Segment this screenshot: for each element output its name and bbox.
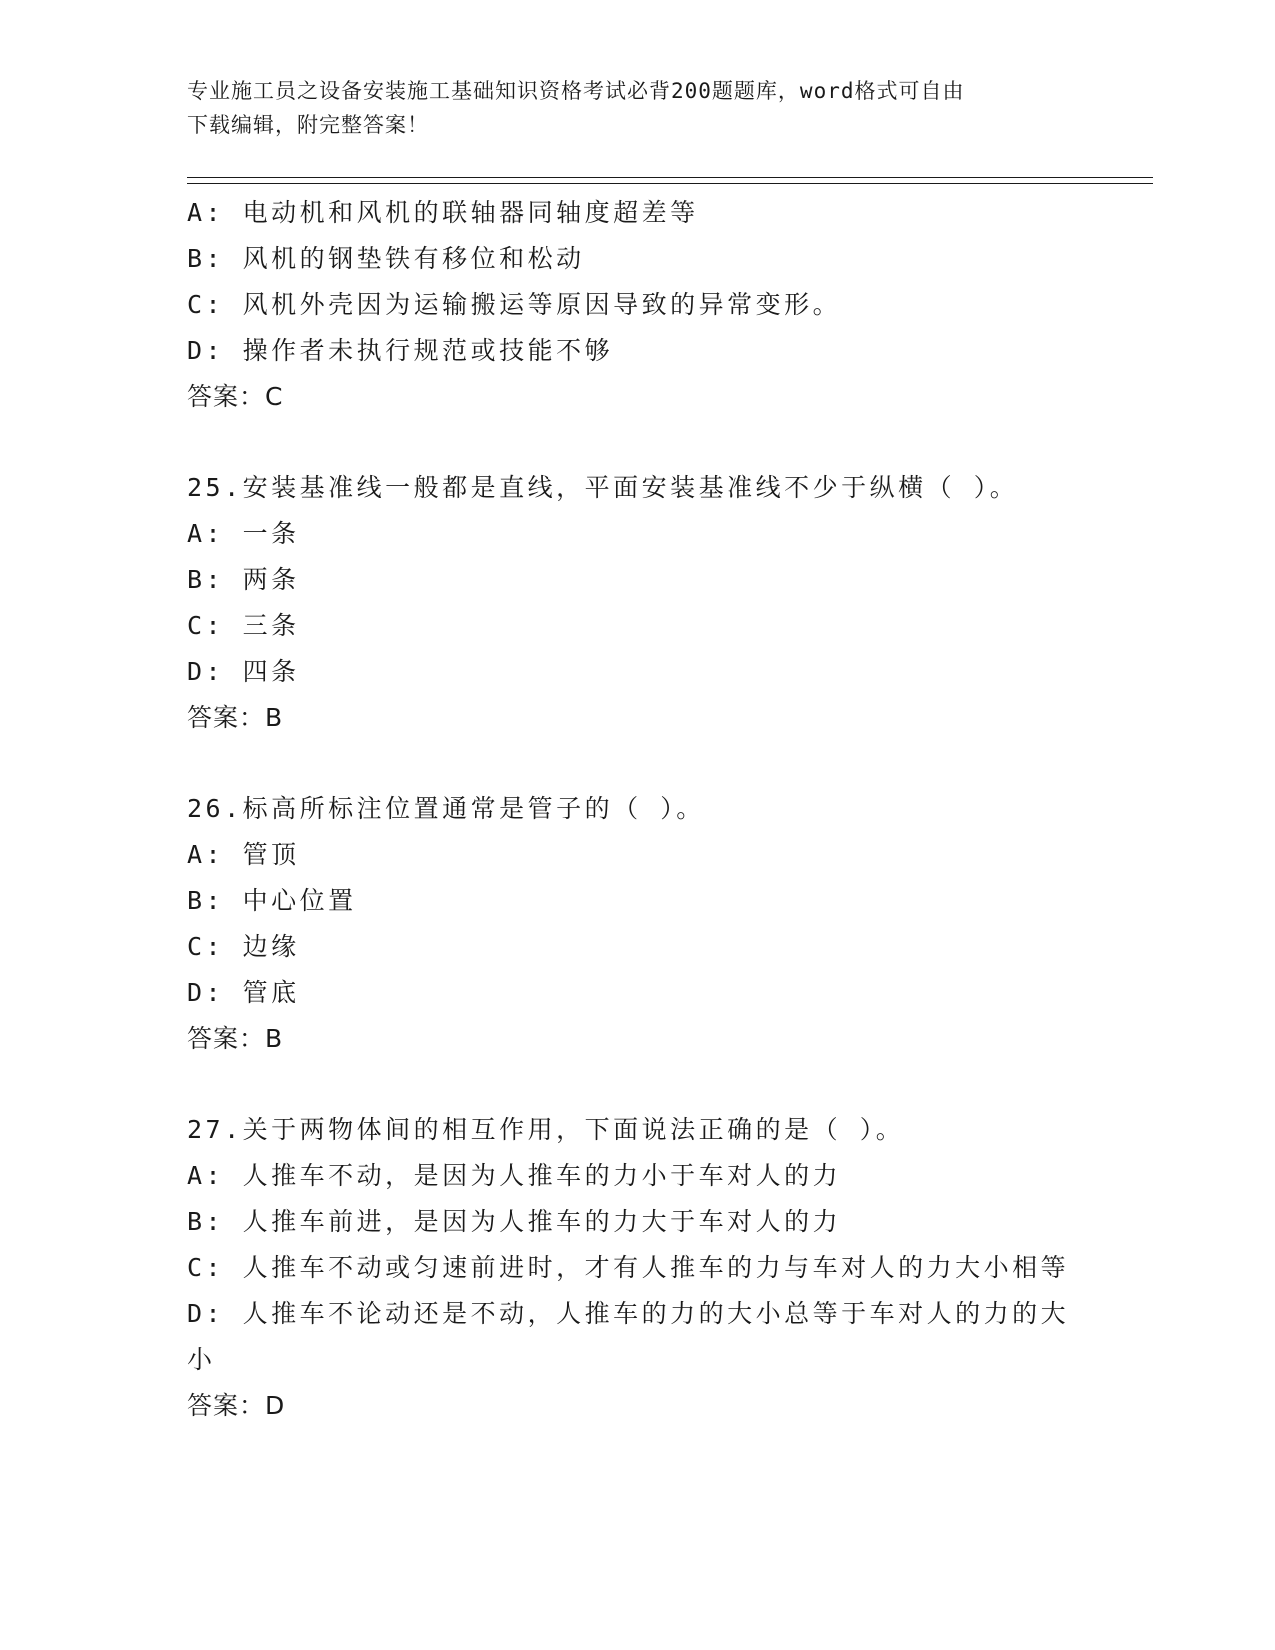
option-c: C: 三条: [187, 611, 300, 640]
option-a: A: 人推车不动，是因为人推车的力小于车对人的力: [187, 1161, 842, 1190]
header-line-1: 专业施工员之设备安装施工基础知识资格考试必背200题题库，word格式可自由: [187, 79, 965, 103]
option-d: D: 四条: [187, 657, 300, 686]
question-text: 25.安装基准线一般都是直线，平面安装基准线不少于纵横（ ）。: [187, 473, 1019, 502]
option-c: C: 边缘: [187, 932, 300, 961]
option-d: D: 管底: [187, 978, 300, 1007]
answer-line: 答案：D: [187, 1391, 286, 1420]
answer-line: 答案：B: [187, 1024, 284, 1053]
question-list: [187, 190, 1087, 1429]
option-b: B: 风机的钢垫铁有移位和松动: [187, 244, 585, 273]
option-d: D: 人推车不论动还是不动，人推车的力的大小总等于车对人的力的大: [187, 1299, 1070, 1328]
option-c: C: 人推车不动或匀速前进时，才有人推车的力与车对人的力大小相等: [187, 1253, 1070, 1282]
option-c: C: 风机外壳因为运输搬运等原因导致的异常变形。: [187, 290, 842, 319]
spacer: [187, 420, 1087, 465]
answer-line: 答案：B: [187, 703, 284, 732]
answer-line: 答案：C: [187, 382, 284, 411]
question-block-25: [187, 465, 1087, 741]
question-block-27: [187, 1107, 1087, 1429]
option-d: D: 操作者未执行规范或技能不够: [187, 336, 614, 365]
spacer: [187, 741, 1087, 786]
option-a: A: 管顶: [187, 840, 300, 869]
question-block-26: [187, 786, 1087, 1062]
header-divider-bottom: [187, 183, 1153, 184]
option-a: A: 一条: [187, 519, 300, 548]
header-divider-top: [187, 177, 1153, 178]
option-b: B: 两条: [187, 565, 300, 594]
question-block-prev: [187, 190, 1087, 420]
document-header: [187, 74, 1067, 142]
option-b: B: 人推车前进，是因为人推车的力大于车对人的力: [187, 1207, 842, 1236]
option-a: A: 电动机和风机的联轴器同轴度超差等: [187, 198, 699, 227]
option-d-continued: 小: [187, 1345, 216, 1374]
question-text: 27.关于两物体间的相互作用，下面说法正确的是（ ）。: [187, 1115, 905, 1144]
option-b: B: 中心位置: [187, 886, 357, 915]
spacer: [187, 1062, 1087, 1107]
question-text: 26.标高所标注位置通常是管子的（ ）。: [187, 794, 705, 823]
header-line-2: 下载编辑，附完整答案！: [187, 113, 429, 137]
